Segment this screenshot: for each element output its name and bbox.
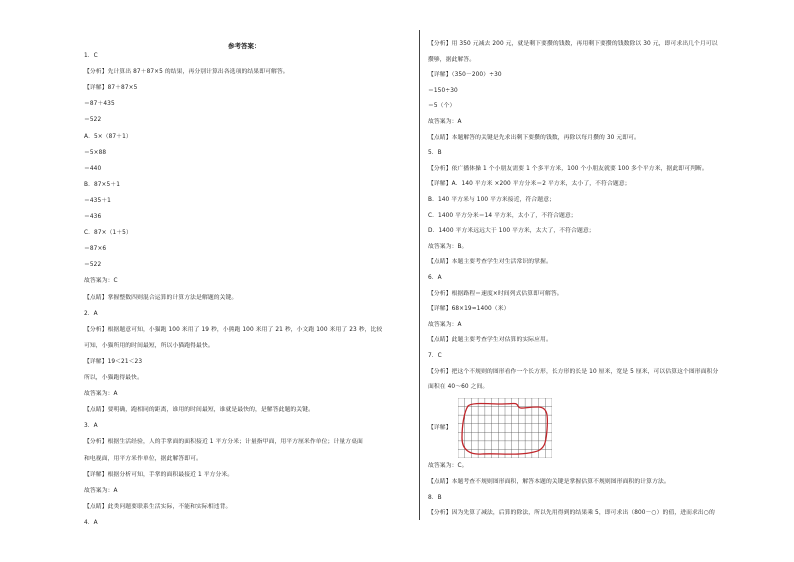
text-line: 【点睛】此题主要考查学生对估算的实际应用。: [428, 337, 552, 344]
text-line: 可知，小猫所用的时间最短，所以小猫跑得最快。: [84, 342, 214, 349]
text-line: ＝435＋1: [84, 197, 111, 204]
text-line: ＝87×6: [84, 246, 107, 253]
text-line: 2．A: [84, 310, 98, 317]
text-line: 1．C: [84, 53, 98, 59]
irregular-shape-grid-figure: [458, 398, 552, 458]
text-line: 【点睛】本题解答的关键是先求出剩下要攒的钱数，再除以每月攒的 30 元即可。: [428, 134, 640, 141]
text-line: 3．A: [84, 423, 98, 430]
text-line: 攒够，据此解答。: [428, 56, 476, 63]
text-line: 8．B: [428, 494, 442, 501]
text-line: 【详解】（350－200）÷30: [428, 72, 502, 79]
text-line: 【详解】A．140 平方米 ×200 平方分米＝2 平方米，太小了，不符合题意；: [428, 181, 631, 188]
text-line: 故答案为：B。: [428, 243, 468, 250]
text-line: 故答案为：A: [428, 321, 462, 328]
text-line: 故答案为：A: [84, 487, 118, 494]
text-line: 【详解】87＋87×5: [84, 85, 138, 92]
text-line: 【分析】把这个不规则的图形看作一个长方形，长方形的长是 10 厘米，宽是 5 厘米，可以估算这个图形面积分: [428, 368, 719, 375]
text-line: ＝87＋435: [84, 101, 115, 108]
text-line: 6．A: [428, 275, 442, 281]
text-line: ＝5×88: [84, 149, 107, 156]
text-line: 【分析】先计算出 87＋87×5 的结果，再分别计算出各选项的结果即可解答。: [84, 69, 289, 76]
text-line: 5．B: [428, 150, 442, 157]
text-line: 【详解】19＜21＜23: [84, 358, 143, 365]
text-line: 【点睛】要明确，跑相同的距离，谁用的时间最短，谁就是最快的，是解答此题的关键。: [84, 407, 314, 414]
text-line: 故答案为：A: [428, 119, 462, 125]
text-line: ＝522: [84, 117, 102, 124]
text-line: ＝436: [84, 214, 102, 220]
text-line: 【点睛】本题考查不规则图形面积，解答本题的关键是掌握估算不规则图形面积的计算方法。: [428, 479, 670, 485]
text-line: 【分析】根据路程＝速度×时间列式估算即可解答。: [428, 290, 563, 297]
text-line: C．87×（1＋5）: [84, 230, 132, 237]
text-line: B．140 平方米与 100 平方米接近，符合题意；: [428, 197, 555, 203]
text-line: 面积在 40～60 之间。: [428, 384, 489, 391]
text-line: D．1400 平方米远远大于 100 平方米，太大了，不符合题意；: [428, 228, 595, 235]
page-title: 参考答案：: [228, 42, 261, 50]
text-line: 故答案为：C: [84, 278, 118, 285]
text-line: 【分析】因为先算了减法，后算的除法，所以先用得到的结果乘 5，即可求出（800－○）的值，进而求出○的: [428, 510, 715, 517]
text-line: ＝150÷30: [428, 87, 458, 94]
text-line: ＝522: [84, 262, 102, 269]
text-line: 【详解】68×19≈1400（米）: [428, 306, 510, 313]
text-line: 【分析】用 350 元减去 200 元，就是剩下要攒的钱数，再用剩下要攒的钱数除以 30 元，即可求出几个月可以: [428, 41, 718, 47]
text-line: 故答案为：A: [84, 391, 118, 398]
text-line: 7．C: [428, 353, 442, 359]
text-line: 【分析】根据生活经验，人的手掌面的面积接近 1 平方分米；计量指甲面，用平方厘米作单位；计量方桌面: [84, 439, 363, 446]
text-line: B．87×5＋1: [84, 181, 120, 188]
text-line: 【分析】依广播体操 1 个小朋友需要 1 个多平方米，100 个小朋友就要 100 多个平方米，据此即可判断。: [428, 165, 708, 172]
text-line: 【详解】根据分析可知，手掌的面积最接近 1 平方分米。: [84, 471, 234, 478]
irregular-shape-outline: [462, 404, 547, 455]
text-line: 【分析】根据题意可知，小猫跑 100 米用了 19 秒，小熊跑 100 米用了 21 秒，小文跑 100 米用了 23 秒，比较: [84, 326, 383, 333]
text-line: 所以，小猫跑得最快。: [84, 375, 143, 381]
text-line: 【点睛】此类问题要联系生活实际，不能和实际相违背。: [84, 503, 232, 510]
text-line: 【详解】: [428, 425, 452, 431]
text-line: 故答案为：C。: [428, 463, 468, 470]
text-line: ＝5（个）: [428, 103, 456, 110]
text-line: C．1400 平方分米＝14 平方米，太小了，不符合题意；: [428, 212, 577, 219]
text-line: A．5×（87＋1）: [84, 133, 132, 140]
column-divider: [419, 30, 420, 520]
text-line: 【点睛】掌握整数四则混合运算的计算方法是解题的关键。: [84, 294, 238, 301]
text-line: 和电视面，用平方米作单位，据此解答即可。: [84, 455, 202, 462]
text-line: ＝440: [84, 165, 102, 172]
text-line: 【点睛】本题主要考查学生对生活常识的掌握。: [428, 259, 552, 266]
text-line: 4．A: [84, 519, 98, 526]
